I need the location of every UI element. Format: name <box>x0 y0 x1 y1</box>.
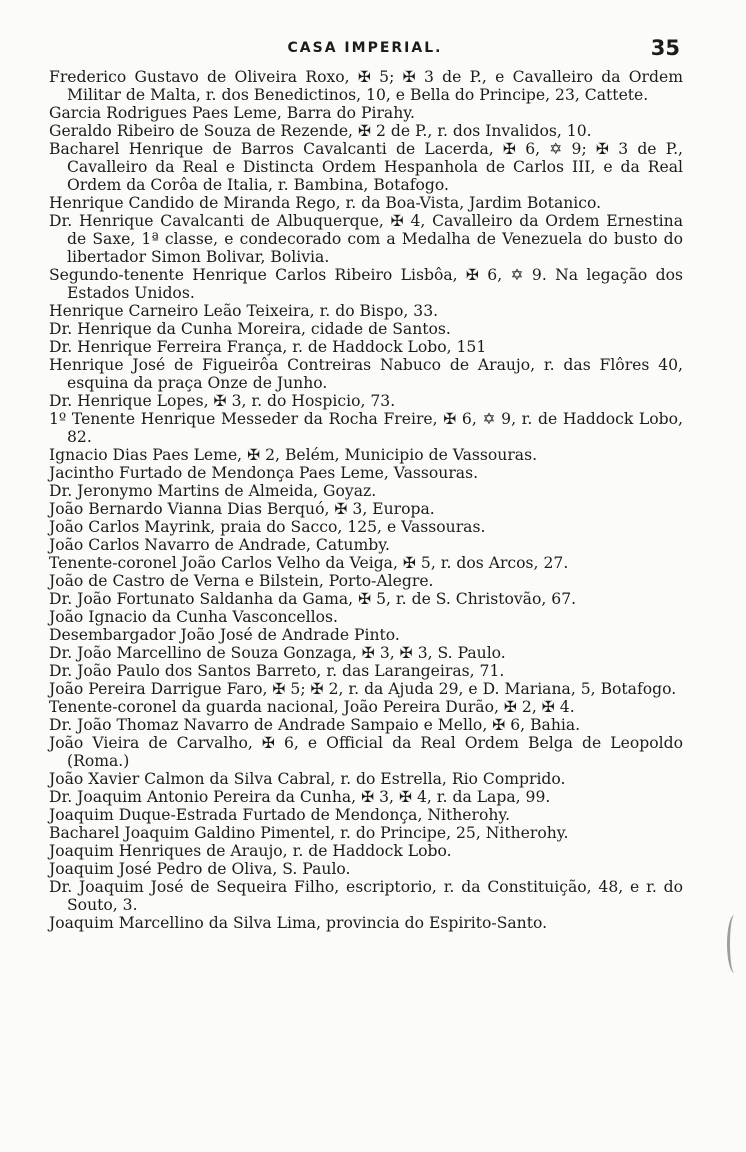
register-entry: Dr. João Marcellino de Souza Gonzaga, ✠ 3, ✠ 3, S. Paulo. <box>49 644 506 662</box>
register-entry: João Pereira Darrigue Faro, ✠ 5; ✠ 2, r. da Ajuda 29, e D. Mariana, 5, Botafogo. <box>49 680 677 698</box>
register-entry: Dr. Henrique Ferreira França, r. de Haddock Lobo, 151 <box>49 338 487 356</box>
page-header <box>50 36 680 70</box>
register-entry: Dr. Joaquim José de Sequeira Filho, escriptorio, r. da Constituição, 48, e r. do Souto, 3. <box>49 878 683 914</box>
register-entry: Joaquim Duque-Estrada Furtado de Mendonça, Nitherohy. <box>49 806 511 824</box>
register-entry: Dr. Henrique da Cunha Moreira, cidade de Santos. <box>49 320 451 338</box>
register-entry: Joaquim Marcellino da Silva Lima, provincia do Espirito-Santo. <box>49 914 548 932</box>
running-head: CASA IMPERIAL. <box>287 40 443 56</box>
register-entry: Joaquim José Pedro de Oliva, S. Paulo. <box>49 860 351 878</box>
page-edge-mark <box>727 915 742 973</box>
register-entry: 1º Tenente Henrique Messeder da Rocha Freire, ✠ 6, ✡ 9, r. de Haddock Lobo, 82. <box>49 410 683 446</box>
register-entry: Bacharel Joaquim Galdino Pimentel, r. do Principe, 25, Nitherohy. <box>49 824 569 842</box>
register-entry: Dr. Henrique Cavalcanti de Albuquerque, ✠ 4, Cavalleiro da Ordem Ernestina de Saxe, 1ª classe, e condecorado com a Medalha de Venezuela do busto do libertador Simon Bolivar, Bolivia. <box>49 212 683 266</box>
register-entry: Geraldo Ribeiro de Souza de Rezende, ✠ 2 de P., r. dos Invalidos, 10. <box>49 122 592 140</box>
register-entry: Tenente-coronel da guarda nacional, João Pereira Durão, ✠ 2, ✠ 4. <box>49 698 575 716</box>
register-entry: Dr. Henrique Lopes, ✠ 3, r. do Hospicio, 73. <box>49 392 396 410</box>
register-entry: João de Castro de Verna e Bilstein, Porto-Alegre. <box>49 572 434 590</box>
register-entry: Bacharel Henrique de Barros Cavalcanti de Lacerda, ✠ 6, ✡ 9; ✠ 3 de P., Cavalleiro da Real e Distincta Ordem Hespanhola de Carlos III, e da Real Ordem da Corôa de Italia, r. Bambina, Botafogo. <box>49 140 683 194</box>
register-entry: João Ignacio da Cunha Vasconcellos. <box>49 608 338 626</box>
register-entry: Jacintho Furtado de Mendonça Paes Leme, Vassouras. <box>49 464 479 482</box>
register-entry: Joaquim Henriques de Araujo, r. de Haddock Lobo. <box>49 842 452 860</box>
register-entry: Dr. João Fortunato Saldanha da Gama, ✠ 5, r. de S. Christovão, 67. <box>49 590 577 608</box>
page-number: 35 <box>650 36 680 60</box>
register-entry: João Carlos Mayrink, praia do Sacco, 125, e Vassouras. <box>49 518 486 536</box>
register-entry: João Carlos Navarro de Andrade, Catumby. <box>49 536 390 554</box>
register-entry: Segundo-tenente Henrique Carlos Ribeiro Lisbôa, ✠ 6, ✡ 9. Na legação dos Estados Unidos. <box>49 266 683 302</box>
register-entry: João Xavier Calmon da Silva Cabral, r. do Estrella, Rio Comprido. <box>49 770 566 788</box>
register-entry: Ignacio Dias Paes Leme, ✠ 2, Belém, Municipio de Vassouras. <box>49 446 538 464</box>
register-entry: Dr. Jeronymo Martins de Almeida, Goyaz. <box>49 482 377 500</box>
register-entry: Henrique José de Figueirôa Contreiras Nabuco de Araujo, r. das Flôres 40, esquina da praça Onze de Junho. <box>49 356 683 392</box>
register-entry: Dr. João Thomaz Navarro de Andrade Sampaio e Mello, ✠ 6, Bahia. <box>49 716 581 734</box>
register-entry: Henrique Candido de Miranda Rego, r. da Boa-Vista, Jardim Botanico. <box>49 194 602 212</box>
register-entry: Desembargador João José de Andrade Pinto. <box>49 626 400 644</box>
register-entry: Dr. João Paulo dos Santos Barreto, r. das Larangeiras, 71. <box>49 662 505 680</box>
register-entry: Tenente-coronel João Carlos Velho da Veiga, ✠ 5, r. dos Arcos, 27. <box>49 554 569 572</box>
register-entry: Frederico Gustavo de Oliveira Roxo, ✠ 5; ✠ 3 de P., e Cavalleiro da Ordem Militar de Malta, r. dos Benedictinos, 10, e Bella do Principe, 23, Cattete. <box>49 68 683 104</box>
register-entry: Garcia Rodrigues Paes Leme, Barra do Pirahy. <box>49 104 415 122</box>
register-entries <box>49 68 683 932</box>
register-entry: Henrique Carneiro Leão Teixeira, r. do Bispo, 33. <box>49 302 439 320</box>
register-entry: Dr. Joaquim Antonio Pereira da Cunha, ✠ 3, ✠ 4, r. da Lapa, 99. <box>49 788 551 806</box>
register-entry: João Vieira de Carvalho, ✠ 6, e Official da Real Ordem Belga de Leopoldo (Roma.) <box>49 734 683 770</box>
register-entry: João Bernardo Vianna Dias Berquó, ✠ 3, Europa. <box>49 500 435 518</box>
